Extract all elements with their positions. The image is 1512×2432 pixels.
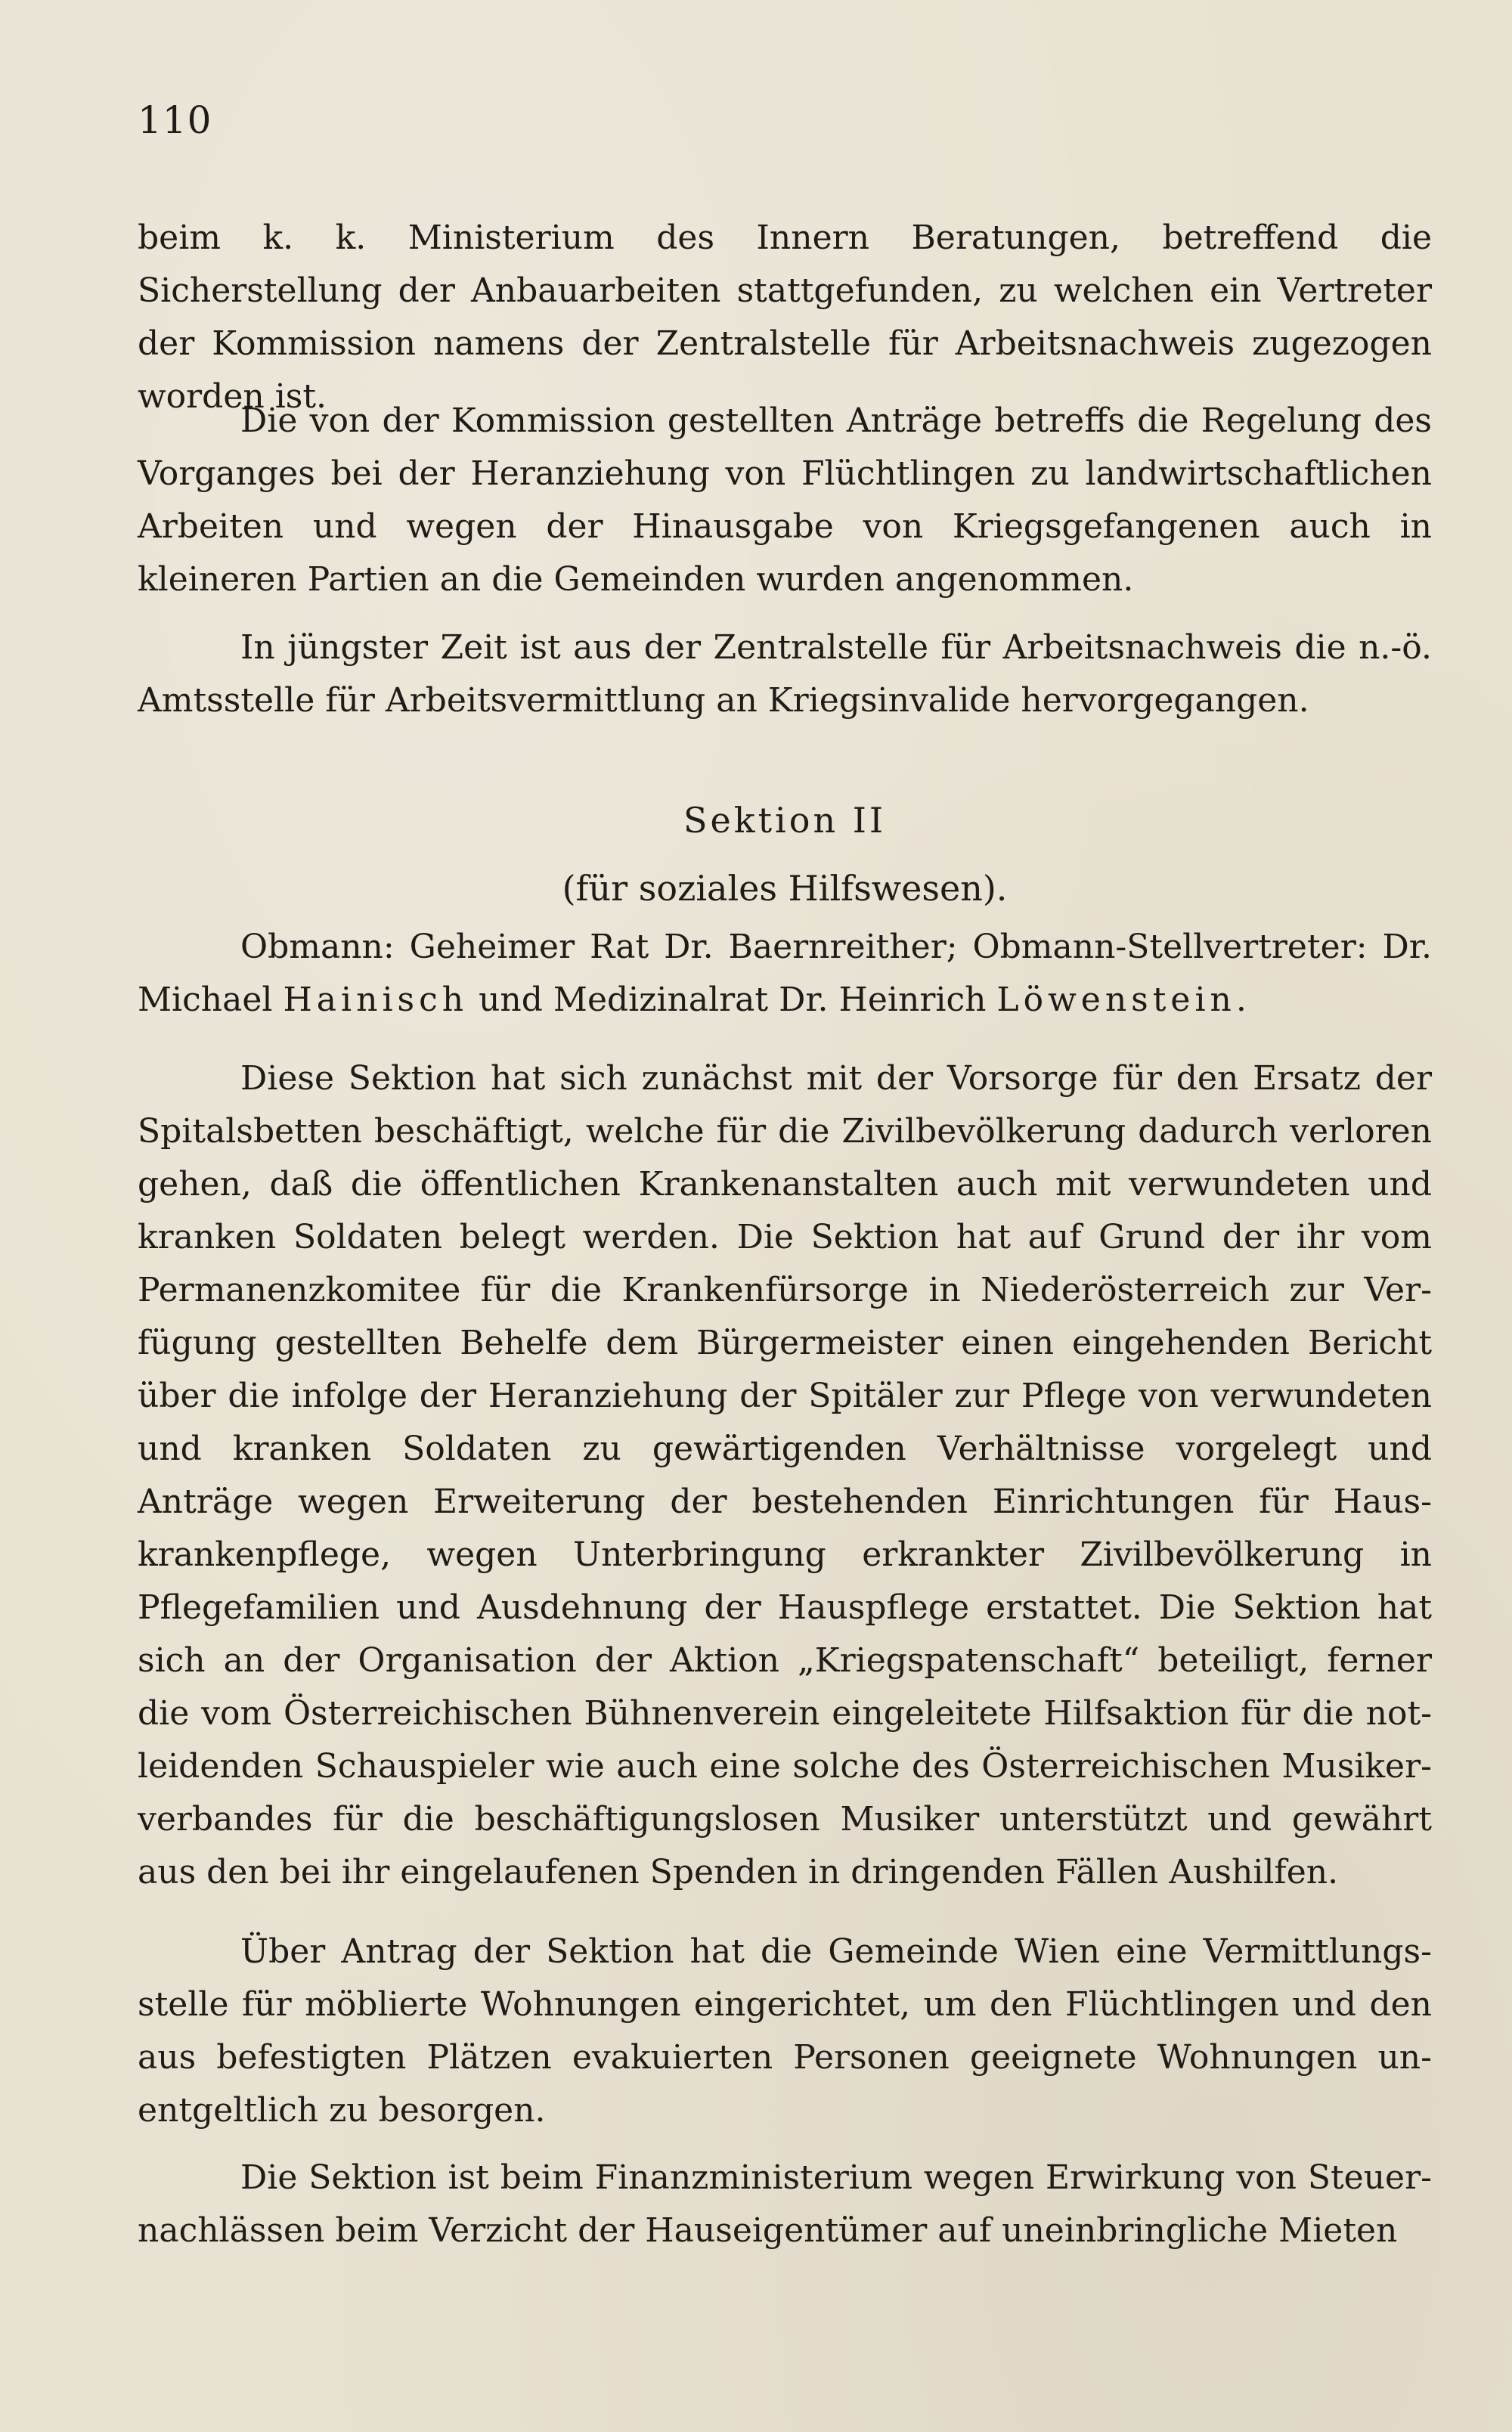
paragraph-1-text: beim k. k. Ministerium des Innern Beratungen, betreffend die Sicherstellung der Anbauarbeiten stattgefunden, zu welchen ein Vertreter der Kommission namens der Zentralstelle für Arbeitsnachweis zugezogen worden ist. (138, 218, 1432, 416)
paragraph-6-text: Die Sektion ist beim Finanzministerium wegen Erwirkung von Steuernachlässen beim Verzicht der Hauseigentümer auf uneinbringliche Mieten (138, 2158, 1432, 2250)
obmann-mid: und Medizinalrat Dr. Heinrich (468, 981, 997, 1019)
paragraph-2-text: Die von der Kommission gestellten Anträge betreffs die Regelung des Vorganges bei der Heranziehung von Flüchtlingen zu landwirtschaftlichen Arbeiten und wegen der Hinausgabe von Kriegsgefangenen auch in kleineren Partien an die Gemeinden wurden angenommen. (138, 401, 1432, 599)
paragraph-5-text: Über Antrag der Sektion hat die Gemeinde Wien eine Vermittlungsstelle für möblierte Wohnungen eingerichtet, um den Flüchtlingen und den aus befestigten Plätzen evakuierten Personen geeignete Wohnungen unentgeltlich zu besorgen. (138, 1932, 1432, 2130)
page-number: 110 (138, 98, 212, 142)
paragraph-obmann (138, 921, 1432, 1027)
name-hainisch: Hainisch (283, 981, 469, 1019)
obmann-lead: Obmann: Geheimer Rat Dr. Baernreither; Obmann-Stellvertreter: Dr. Michael (138, 928, 1432, 1019)
section-title: Sektion II (683, 800, 887, 841)
paragraph-obmann-text (138, 921, 1432, 1027)
paragraph-3-text: In jüngster Zeit ist aus der Zentralstelle für Arbeitsnachweis die n.-ö. Amtsstelle für Arbeitsvermittlung an Kriegsinvalide hervorgegangen. (138, 628, 1432, 720)
paragraph-1 (138, 212, 1432, 423)
paragraph-6 (138, 2152, 1432, 2257)
name-loewenstein: Löwenstein. (996, 981, 1251, 1019)
paragraph-2 (138, 395, 1432, 606)
paragraph-3 (138, 621, 1432, 727)
paragraph-4-text: Diese Sektion hat sich zunächst mit der Vorsorge für den Ersatz der Spitalsbetten beschäftigt, welche für die Zivilbevölkerung dadurch verloren gehen, daß die öffentlichen Krankenanstalten auch mit verwundeten und kranken Soldaten belegt werden. Die Sektion hat auf Grund der ihr vom Permanenzkomitee für die Krankenfürsorge in Niederösterreich zur Verfügung gestellten Behelfe dem Bürgermeister einen eingehenden Bericht über die infolge der Heranziehung der Spitäler zur Pflege von verwundeten und kranken Soldaten zu gewärtigenden Verhältnisse vorgelegt und Anträge wegen Erweiterung der bestehenden Einrichtungen für Hauskrankenpflege, wegen Unterbringung erkrankter Zivilbevölkerung in Pflegefamilien und Ausdehnung der Hauspflege erstattet. Die Sektion hat sich an der Organisation der Aktion „Kriegspatenschaft“ beteiligt, ferner die vom Österreichischen Bühnenverein eingeleitete Hilfsaktion für die notleidenden Schauspieler wie auch eine solche des Österreichischen Musikerverbandes für die beschäftigungslosen Musiker unterstützt und gewährt aus den bei ihr eingelaufenen Spenden in dringenden Fällen Aushilfen. (138, 1059, 1432, 1891)
paragraph-4 (138, 1052, 1432, 1899)
paragraph-5 (138, 1925, 1432, 2137)
section-subtitle: (für soziales Hilfswesen). (562, 868, 1008, 909)
